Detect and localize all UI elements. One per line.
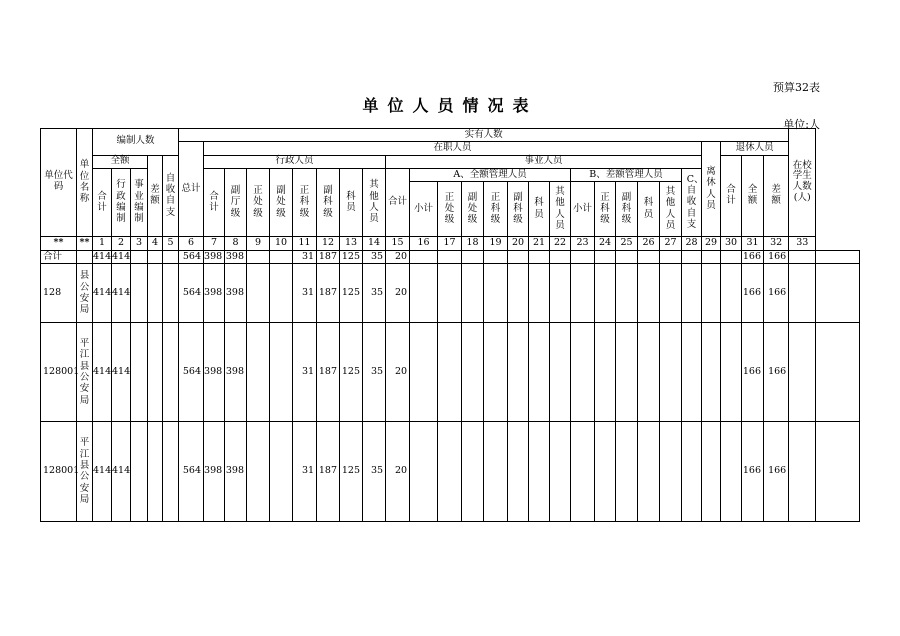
form-number: 预算32表: [773, 81, 820, 94]
value-cell: 414: [112, 264, 131, 322]
value-cell: [595, 251, 616, 264]
value-cell: [529, 264, 550, 322]
header-b-other: 其他人员: [660, 182, 682, 236]
column-index-cell: 30: [721, 236, 742, 250]
value-cell: 187: [317, 322, 340, 422]
column-index-cell: 3: [131, 236, 148, 250]
value-cell: 564: [179, 264, 204, 322]
unit-name-cell: [77, 251, 93, 264]
value-cell: 398: [225, 322, 247, 422]
value-cell: [550, 264, 571, 322]
column-index-cell: 20: [508, 236, 529, 250]
value-cell: [571, 264, 595, 322]
value-cell: 125: [340, 322, 363, 422]
value-cell: 414: [93, 251, 112, 264]
column-index-cell: 18: [462, 236, 484, 250]
value-cell: 187: [317, 264, 340, 322]
value-cell: 398: [225, 264, 247, 322]
value-cell: [550, 422, 571, 522]
value-cell: [789, 264, 816, 322]
value-cell: 31: [293, 422, 317, 522]
unit-name-cell: [77, 422, 93, 522]
value-cell: [508, 251, 529, 264]
table-row: [41, 264, 860, 322]
column-index-cell: 11: [293, 236, 317, 250]
column-index-cell: 15: [386, 236, 410, 250]
value-cell: [410, 264, 438, 322]
value-cell: 31: [293, 264, 317, 322]
value-cell: [484, 251, 508, 264]
value-cell: [131, 264, 148, 322]
table-body: [41, 236, 860, 521]
value-cell: [638, 322, 660, 422]
column-index-cell: 24: [595, 236, 616, 250]
value-cell: [595, 322, 616, 422]
value-cell: 20: [386, 264, 410, 322]
value-cell: [148, 264, 163, 322]
header-a-section: 正科级: [484, 182, 508, 236]
column-index-row: [41, 236, 860, 250]
header-clerk: 科员: [340, 168, 363, 236]
table-row: [41, 251, 860, 264]
value-cell: [660, 422, 682, 522]
value-cell: 414: [112, 322, 131, 422]
value-cell: 31: [293, 251, 317, 264]
value-cell: 20: [386, 422, 410, 522]
value-cell: [438, 422, 462, 522]
header-admin-total: 合计: [204, 168, 225, 236]
header-a-deputy-division: 副处级: [462, 182, 484, 236]
value-cell: [789, 322, 816, 422]
header-retired-lixiu: 离休人员: [702, 142, 721, 236]
column-index-cell: 29: [702, 236, 721, 250]
value-cell: 166: [742, 251, 764, 264]
value-cell: [247, 251, 270, 264]
value-cell: [148, 322, 163, 422]
header-self-funded: 自收自支: [163, 155, 179, 236]
column-index-cell: 25: [616, 236, 638, 250]
unit-name-cell: [77, 264, 93, 322]
value-cell: 20: [386, 251, 410, 264]
value-cell: 564: [179, 251, 204, 264]
value-cell: 398: [225, 422, 247, 522]
value-cell: [438, 264, 462, 322]
unit-name-text: 平江县公安局: [79, 437, 90, 506]
header-a-division: 正处级: [438, 182, 462, 236]
header-b-clerk: 科员: [638, 182, 660, 236]
value-cell: [163, 264, 179, 322]
value-cell: [616, 251, 638, 264]
value-cell: [638, 251, 660, 264]
value-cell: [616, 322, 638, 422]
column-index-cell: 26: [638, 236, 660, 250]
value-cell: [595, 422, 616, 522]
value-cell: [148, 422, 163, 522]
header-unit-code: 单位代码: [41, 129, 77, 237]
column-index-cell: 12: [317, 236, 340, 250]
value-cell: [721, 251, 742, 264]
value-cell: [247, 322, 270, 422]
value-cell: 414: [93, 322, 112, 422]
value-cell: [702, 422, 721, 522]
column-index-cell: 2: [112, 236, 131, 250]
value-cell: [550, 322, 571, 422]
header-a-clerk: 科员: [529, 182, 550, 236]
header-admin-staff: 行政人员: [204, 155, 386, 168]
column-index-cell: 23: [571, 236, 595, 250]
value-cell: 564: [179, 322, 204, 422]
header-a-full: A、全额管理人员: [410, 168, 571, 181]
unit-code-cell: 128001: [41, 322, 77, 422]
value-cell: 398: [225, 251, 247, 264]
value-cell: [571, 322, 595, 422]
value-cell: 398: [204, 322, 225, 422]
value-cell: [438, 322, 462, 422]
column-index-cell: 27: [660, 236, 682, 250]
value-cell: 166: [742, 422, 764, 522]
value-cell: [682, 251, 702, 264]
value-cell: [702, 322, 721, 422]
value-cell: 398: [204, 251, 225, 264]
unit-name-cell: [77, 322, 93, 422]
value-cell: 187: [317, 251, 340, 264]
value-cell: 166: [764, 264, 789, 322]
value-cell: [484, 264, 508, 322]
unit-name-text: 县公安局: [79, 270, 90, 316]
header-actual: 实有人数: [179, 129, 789, 142]
value-cell: [702, 264, 721, 322]
header-students: 在校学生人数(人): [789, 129, 816, 237]
value-cell: [410, 322, 438, 422]
header-c-self: C、自收自支: [682, 168, 702, 236]
value-cell: [163, 322, 179, 422]
header-inst-staff: 事业人员: [386, 155, 702, 168]
value-cell: [616, 422, 638, 522]
value-cell: [816, 322, 860, 422]
value-cell: 20: [386, 322, 410, 422]
value-cell: [462, 422, 484, 522]
header-grand-total: 总计: [179, 142, 204, 236]
column-index-cell: **: [77, 236, 93, 250]
value-cell: [789, 422, 816, 522]
value-cell: 166: [764, 322, 789, 422]
value-cell: 414: [112, 251, 131, 264]
column-index-cell: 22: [550, 236, 571, 250]
table-row: [41, 322, 860, 422]
header-a-subtotal: 小计: [410, 182, 438, 236]
value-cell: [660, 264, 682, 322]
value-cell: [638, 264, 660, 322]
column-index-cell: 21: [529, 236, 550, 250]
value-cell: 414: [93, 264, 112, 322]
value-cell: [247, 264, 270, 322]
header-ret-total: 合计: [721, 155, 742, 236]
value-cell: 35: [363, 251, 386, 264]
column-index-cell: 33: [789, 236, 816, 250]
table-row: [41, 422, 860, 522]
value-cell: [816, 251, 860, 264]
header-inst-total: 合计: [386, 168, 410, 236]
value-cell: [682, 322, 702, 422]
header-on-duty: 在职人员: [204, 142, 702, 155]
value-cell: [131, 251, 148, 264]
column-index-cell: 8: [225, 236, 247, 250]
value-cell: 125: [340, 251, 363, 264]
value-cell: [247, 422, 270, 522]
value-cell: [571, 251, 595, 264]
header-deputy-division: 副处级: [270, 168, 293, 236]
value-cell: [595, 264, 616, 322]
column-index-cell: 19: [484, 236, 508, 250]
unit-code-cell: 合计: [41, 251, 77, 264]
value-cell: [571, 422, 595, 522]
header-diff-amount: 差额: [148, 155, 163, 236]
header-b-section: 正科级: [595, 182, 616, 236]
header-quota: 编制人数: [93, 129, 179, 156]
value-cell: [816, 264, 860, 322]
value-cell: [682, 422, 702, 522]
header-admin-quota: 行政编制: [112, 168, 131, 236]
column-index-cell: 5: [163, 236, 179, 250]
column-index-cell: 10: [270, 236, 293, 250]
page-title: 单位人员情况表: [362, 96, 538, 115]
header-ret-full: 全额: [742, 155, 764, 236]
column-index-cell: 4: [148, 236, 163, 250]
value-cell: [131, 422, 148, 522]
column-index-cell: 14: [363, 236, 386, 250]
header-deputy-bureau: 副厅级: [225, 168, 247, 236]
table-header: [41, 129, 860, 237]
value-cell: [638, 422, 660, 522]
value-cell: [270, 422, 293, 522]
value-cell: [789, 251, 816, 264]
value-cell: 35: [363, 322, 386, 422]
unit-code-cell: 128: [41, 264, 77, 322]
header-ret-diff: 差额: [764, 155, 789, 236]
column-index-cell: 9: [247, 236, 270, 250]
column-index-cell: 17: [438, 236, 462, 250]
value-cell: 125: [340, 264, 363, 322]
column-index-cell: 13: [340, 236, 363, 250]
value-cell: [816, 422, 860, 522]
value-cell: [270, 264, 293, 322]
header-other-staff: 其他人员: [363, 168, 386, 236]
value-cell: [529, 422, 550, 522]
value-cell: 166: [764, 422, 789, 522]
value-cell: [660, 322, 682, 422]
column-index-cell: 31: [742, 236, 764, 250]
value-cell: [702, 251, 721, 264]
header-retired: 退休人员: [721, 142, 789, 155]
unit-name-text: 平江县公安局: [79, 337, 90, 406]
value-cell: [682, 264, 702, 322]
value-cell: [721, 322, 742, 422]
value-cell: [163, 422, 179, 522]
value-cell: [508, 322, 529, 422]
column-index-cell: 6: [179, 236, 204, 250]
value-cell: [660, 251, 682, 264]
value-cell: [721, 264, 742, 322]
value-cell: [462, 322, 484, 422]
header-a-other: 其他人员: [550, 182, 571, 236]
value-cell: 414: [112, 422, 131, 522]
value-cell: [616, 264, 638, 322]
header-division: 正处级: [247, 168, 270, 236]
value-cell: 187: [317, 422, 340, 522]
unit-label: 单位:人: [783, 118, 820, 131]
header-quota-total: 合计: [93, 168, 112, 236]
value-cell: [163, 251, 179, 264]
header-section: 正科级: [293, 168, 317, 236]
column-index-cell: 32: [764, 236, 789, 250]
value-cell: [462, 264, 484, 322]
value-cell: 125: [340, 422, 363, 522]
column-index-cell: **: [41, 236, 77, 250]
value-cell: [410, 422, 438, 522]
column-index-cell: 16: [410, 236, 438, 250]
header-b-deputy-section: 副科级: [616, 182, 638, 236]
header-deputy-section: 副科级: [317, 168, 340, 236]
value-cell: 166: [742, 322, 764, 422]
value-cell: 35: [363, 422, 386, 522]
header-inst-quota: 事业编制: [131, 168, 148, 236]
value-cell: 398: [204, 422, 225, 522]
header-full-amount: 全额: [93, 155, 148, 168]
header-b-subtotal: 小计: [571, 182, 595, 236]
value-cell: 398: [204, 264, 225, 322]
column-index-cell: 28: [682, 236, 702, 250]
value-cell: 35: [363, 264, 386, 322]
value-cell: [484, 322, 508, 422]
value-cell: [484, 422, 508, 522]
value-cell: [529, 251, 550, 264]
column-index-cell: 7: [204, 236, 225, 250]
value-cell: [550, 251, 571, 264]
value-cell: 31: [293, 322, 317, 422]
value-cell: [508, 422, 529, 522]
staff-table: [40, 128, 860, 522]
value-cell: [508, 264, 529, 322]
header-a-deputy-section: 副科级: [508, 182, 529, 236]
value-cell: 166: [764, 251, 789, 264]
value-cell: 414: [93, 422, 112, 522]
value-cell: 564: [179, 422, 204, 522]
value-cell: [721, 422, 742, 522]
header-b-diff: B、差额管理人员: [571, 168, 682, 181]
value-cell: [270, 251, 293, 264]
value-cell: 166: [742, 264, 764, 322]
column-index-cell: 1: [93, 236, 112, 250]
value-cell: [131, 322, 148, 422]
value-cell: [410, 251, 438, 264]
header-unit-name: 单位名称: [77, 129, 93, 237]
value-cell: [270, 322, 293, 422]
value-cell: [438, 251, 462, 264]
value-cell: [148, 251, 163, 264]
value-cell: [529, 322, 550, 422]
value-cell: [462, 251, 484, 264]
unit-code-cell: 128001: [41, 422, 77, 522]
